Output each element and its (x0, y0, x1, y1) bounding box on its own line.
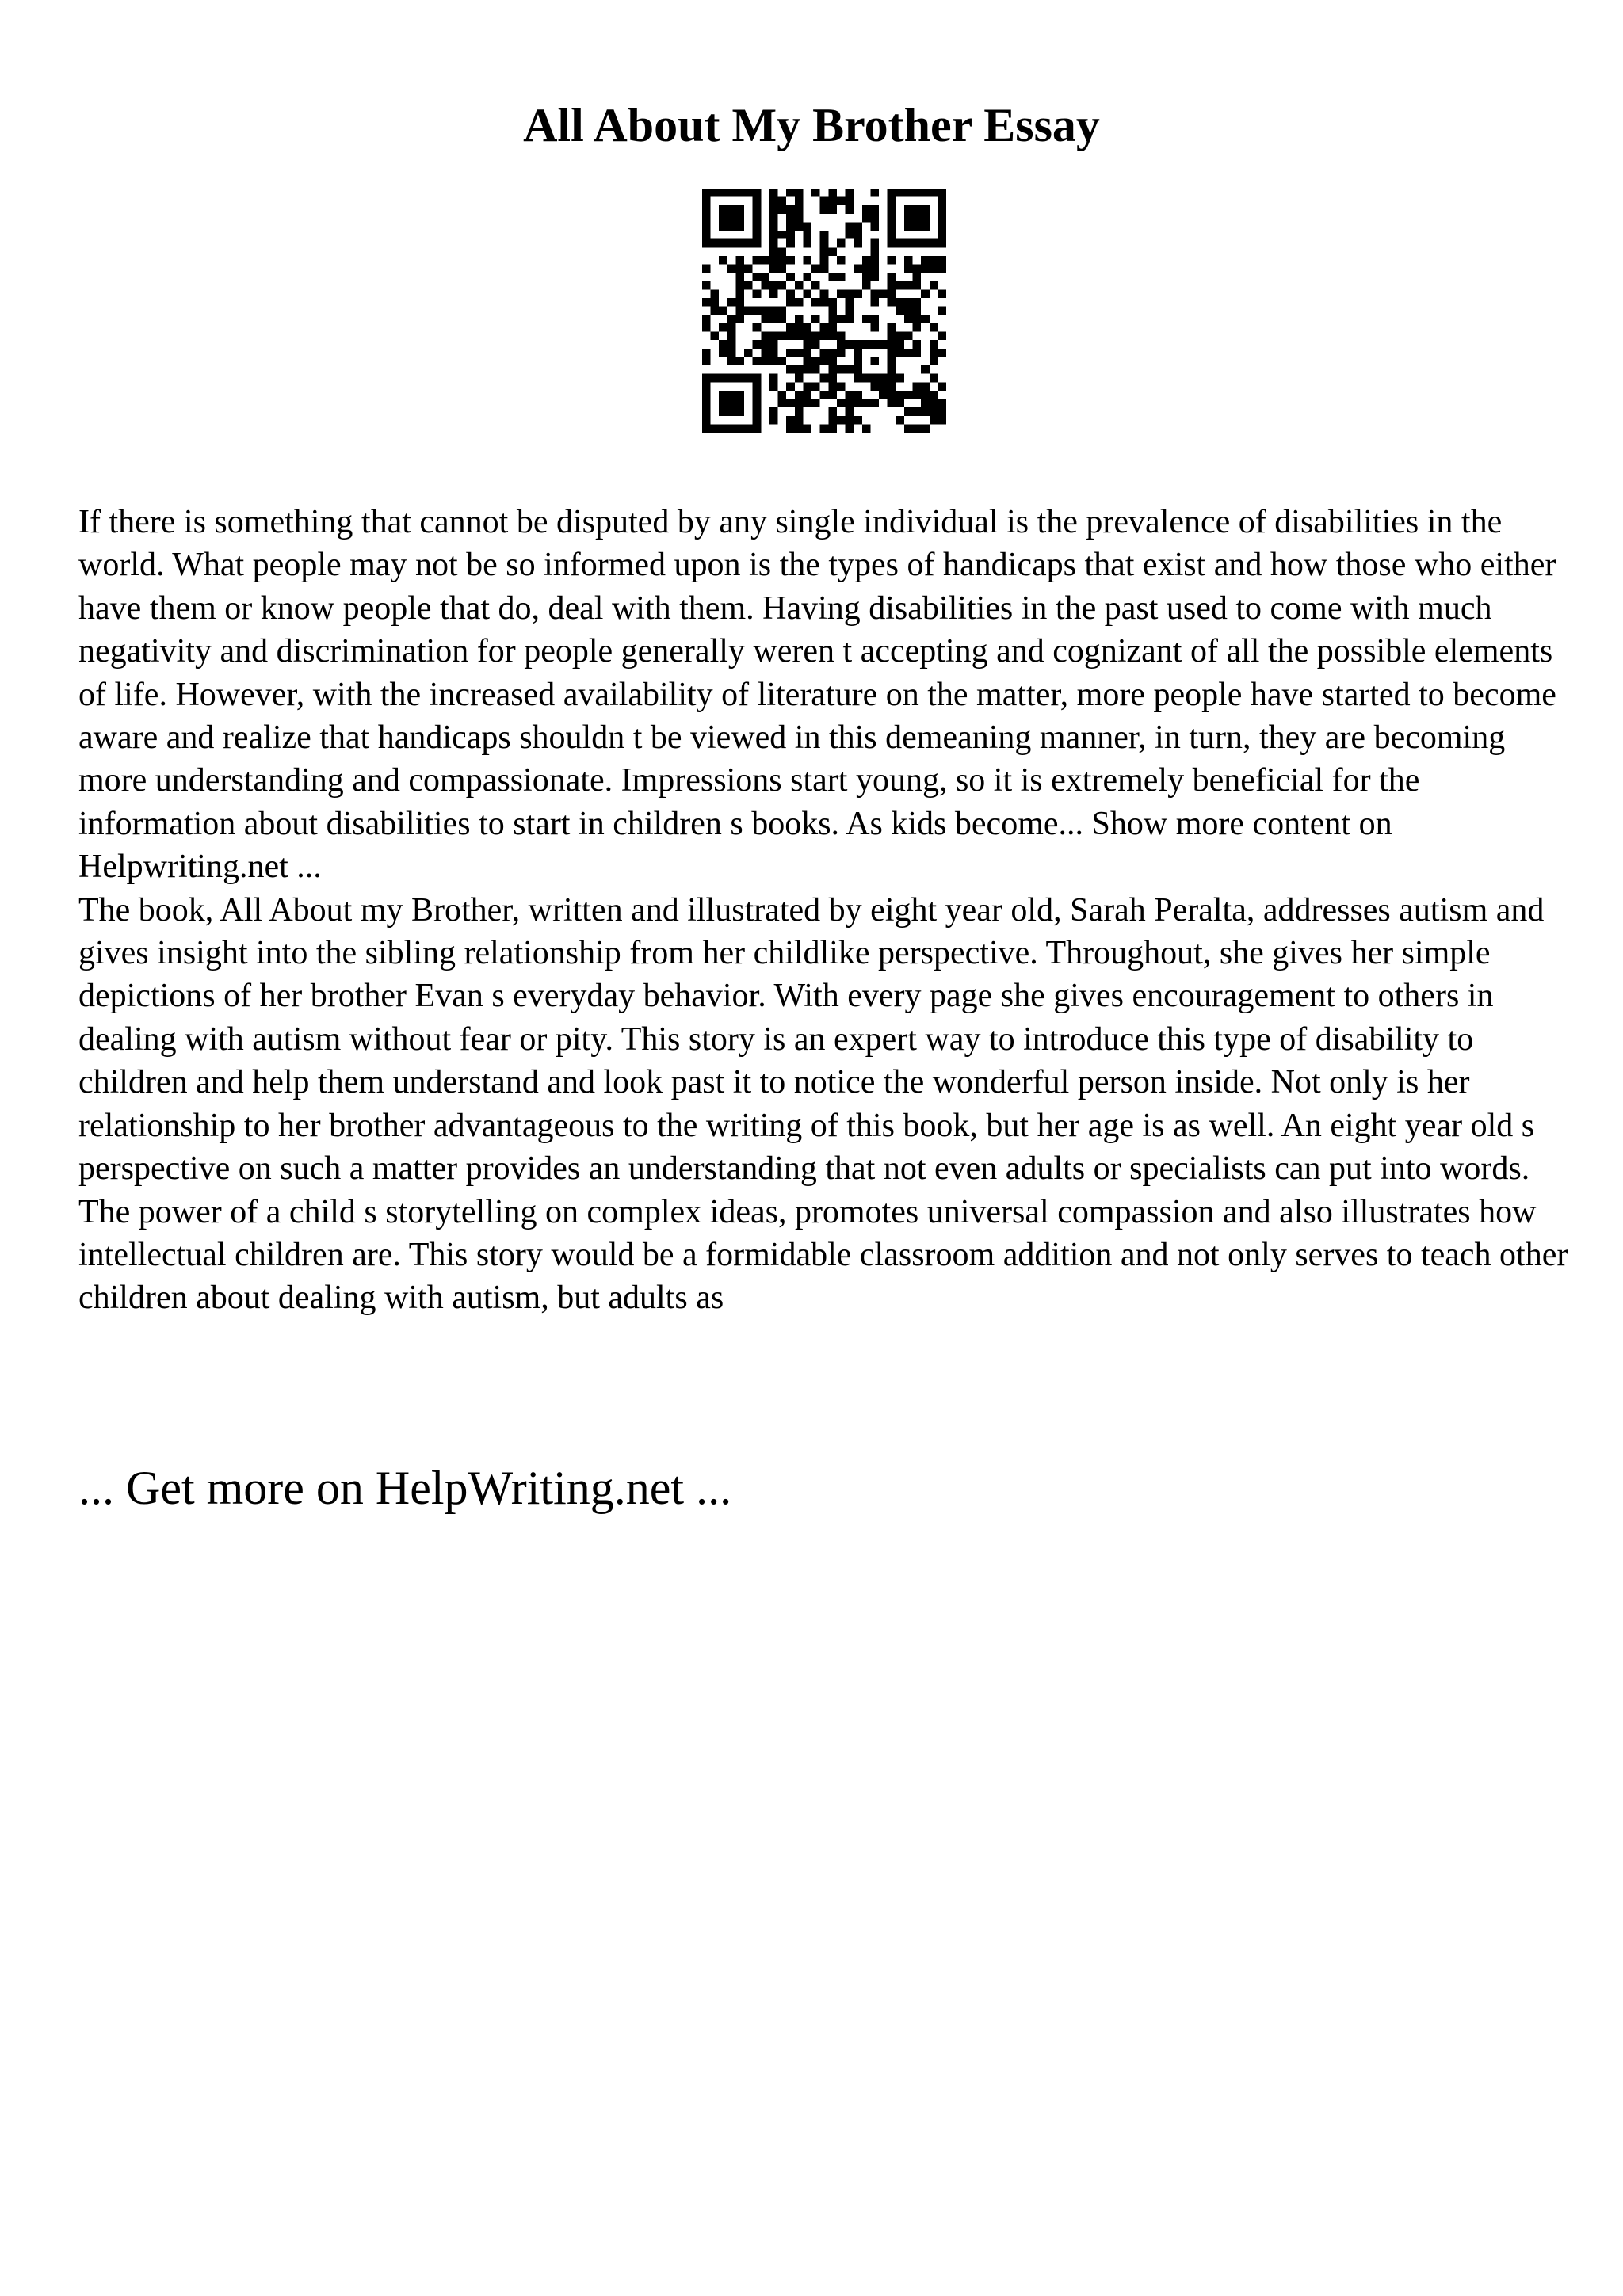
paragraph-book-review: The book, All About my Brother, written and illustrated by eight year old, Sarah Peralta, addresses autism and gives insight into the sibling relationship from her childlike perspective. Throughout, she gives her simple depictions of her brother Evan s everyday behavior. With every page she gives encouragement to others in dealing with autism without fear or pity. This story is an expert way to introduce this type of disability to children and help them understand and look past it to notice the wonderful person inside. Not only is her relationship to her brother advantageous to the writing of this book, but her age is as well. An eight year old s perspective on such a matter provides an understanding that not even adults or specialists can put into words. The power of a child s storytelling on complex ideas, promotes universal compassion and also illustrates how intellectual children are. This story would be a formidable classroom addition and not only serves to teach other children about dealing with autism, but adults as (78, 891, 1568, 1317)
get-more-link[interactable]: ... Get more on HelpWriting.net ... (78, 1462, 732, 1514)
paragraph-intro: If there is something that cannot be disputed by any single individual is the prevalence of disabilities in the world. What people may not be so informed upon is the types of handicaps that exist and how those who either have them or know people that do, deal with them. Having disabilities in the past used to come with much negativity and discrimination for people generally weren t accepting and cognizant of all the possible elements of life. However, with the increased availability of literature on the matter, more people have started to become aware and realize that handicaps shouldn t be viewed in this demeaning manner, in turn, they are becoming more understanding and compassionate. Impressions start young, so it is extremely beneficial for the information about disabilities to start in children s books. As kids become... Show more content on Helpwriting.net ... (78, 504, 1556, 886)
qr-code-icon (702, 189, 946, 433)
essay-body (78, 501, 1568, 1320)
page-title: All About My Brother Essay (523, 99, 1100, 151)
